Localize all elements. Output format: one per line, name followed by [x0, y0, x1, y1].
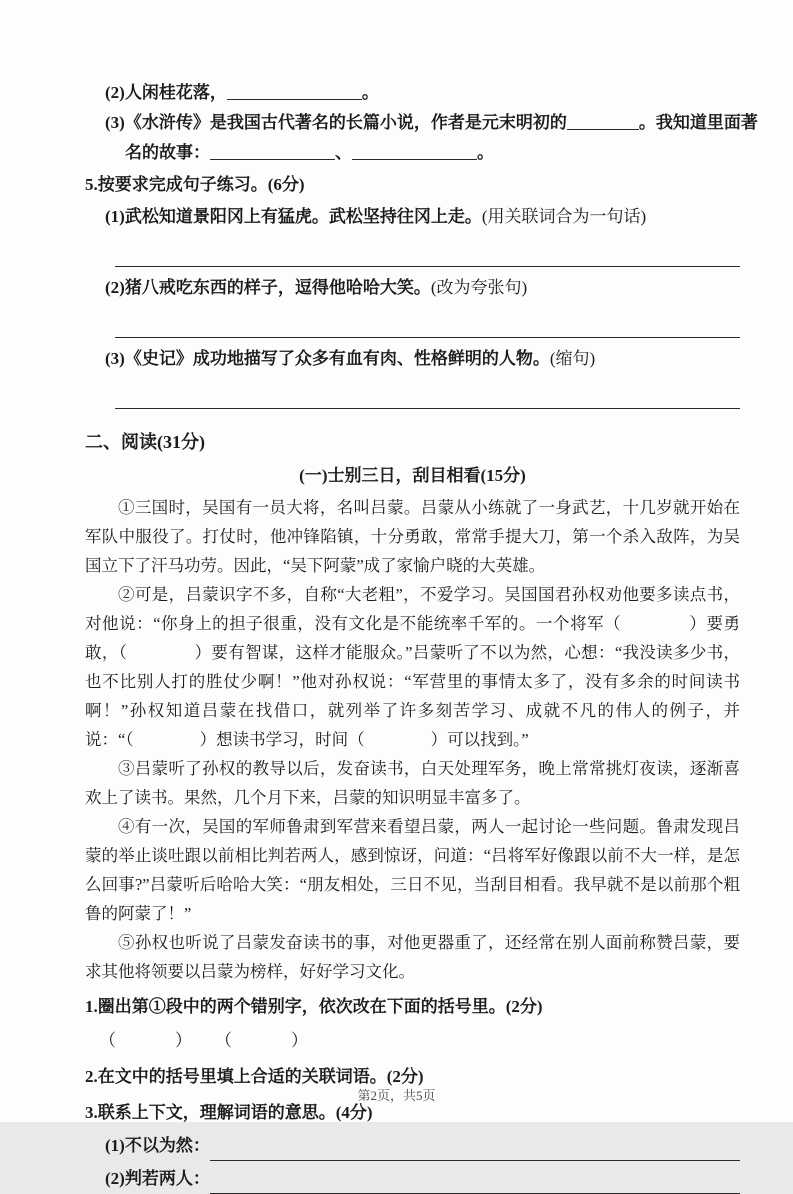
question-5-1-stem: (1)武松知道景阳冈上有猛虎。武松坚持往冈上走。 — [105, 207, 482, 226]
question-5-1 — [85, 202, 740, 232]
fill-item-2-text: (2)人闲桂花落， — [105, 83, 227, 102]
passage-title: (一)士别三日，刮目相看(15分) — [299, 466, 526, 485]
fill-item-3-suffix: 。我知道里面著 — [638, 113, 758, 132]
fill-item-2 — [85, 78, 740, 108]
blank-underline — [352, 141, 477, 160]
question-5-2-hint: (改为夸张句) — [430, 278, 528, 297]
reading-question-3-1-label: (1)不以为然： — [105, 1136, 210, 1155]
blank-underline — [227, 81, 362, 100]
separator: 、 — [335, 143, 352, 162]
reading-question-3-2 — [85, 1164, 740, 1194]
fill-item-3-period: 。 — [477, 143, 494, 162]
blank-underline — [210, 1138, 740, 1161]
question-5-2 — [85, 273, 740, 303]
question-5-1-hint: (用关联词合为一句话) — [481, 207, 647, 226]
question-5-2-stem: (2)猪八戒吃东西的样子，逗得他哈哈大笑。 — [105, 278, 431, 297]
question-5-3 — [85, 344, 740, 374]
passage-paragraph-5: ⑤孙权也听说了吕蒙发奋读书的事，对他更器重了，还经常在别人面前称赞吕蒙，要求其他将领要以吕蒙为榜样，好好学习文化。 — [85, 933, 740, 981]
fill-item-3-line2-text: 名的故事： — [125, 143, 210, 162]
fill-item-3-text: (3)《水浒传》是我国古代著名的长篇小说，作者是元末明初的 — [105, 113, 567, 132]
reading-question-1: 1.圈出第①段中的两个错别字，依次改在下面的括号里。(2分) — [85, 997, 543, 1016]
reading-question-3-1 — [85, 1131, 740, 1161]
reading-question-2: 2.在文中的括号里填上合适的关联词语。(2分) — [85, 1067, 424, 1086]
question-5-3-hint: (缩句) — [549, 349, 596, 368]
reading-question-3-2-label: (2)判若两人： — [105, 1169, 210, 1188]
page-footer: 第2页，共5页 — [357, 1088, 436, 1103]
blank-underline — [567, 111, 639, 130]
fill-item-2-period: 。 — [361, 83, 379, 102]
passage-paragraph-3: ③吕蒙听了孙权的教导以后，发奋读书，白天处理军务，晚上常常挑灯夜读，逐渐喜欢上了读书。果然，几个月下来，吕蒙的知识明显丰富多了。 — [85, 759, 740, 807]
blank-underline — [210, 1171, 740, 1194]
passage-paragraph-1: ①三国时，吴国有一员大将，名叫吕蒙。吕蒙从小练就了一身武艺，十几岁就开始在军队中服役了。打仗时，他冲锋陷镇，十分勇敢，常常手提大刀，第一个杀入敌阵，为吴国立下了汗马功劳。因此，“吴下阿蒙”成了家愉户晓的大英雄。 — [85, 498, 740, 575]
fill-item-3-line2 — [85, 138, 740, 168]
section-2-heading: 二、阅读(31分) — [85, 432, 205, 452]
passage-paragraph-2: ②可是，吕蒙识字不多，自称“大老粗”，不爱学习。吴国国君孙权劝他要多读点书，对他说：“你身上的担子很重，没有文化是不能统率千军的。一个将军（ ）要勇敢，（ ）要有智谋，这样才能服众。”吕蒙听了不以为然，心想：“我没读多少书，也不比别人打的胜仗少啊！”他对孙权说：“军营里的事情太多了，没有多余的时间读书啊！”孙权知道吕蒙在找借口，就列举了许多刻苦学习、成就不凡的伟人的例子，并说：“（ ）想读书学习，时间（ ）可以找到。” — [85, 585, 740, 749]
answer-line — [115, 266, 740, 267]
answer-line — [115, 408, 740, 409]
answer-line — [115, 337, 740, 338]
fill-item-3-line1 — [85, 108, 758, 138]
question-5-3-stem: (3)《史记》成功地描写了众多有血有肉、性格鲜明的人物。 — [105, 349, 550, 368]
reading-question-1-blanks: （ ） （ ） — [99, 1031, 310, 1050]
blank-underline — [210, 141, 335, 160]
passage-paragraph-4: ④有一次，吴国的军师鲁肃到军营来看望吕蒙，两人一起讨论一些问题。鲁肃发现吕蒙的举止谈吐跟以前相比判若两人，感到惊讶，问道：“吕将军好像跟以前不大一样，是怎么回事?”吕蒙听后哈哈大笑：“朋友相处，三日不见，当刮目相看。我早就不是以前那个粗鲁的阿蒙了！” — [85, 817, 740, 923]
reading-question-3: 3.联系上下文，理解词语的意思。(4分) — [85, 1103, 373, 1122]
question-5-title: 5.按要求完成句子练习。(6分) — [85, 175, 305, 194]
reading-passage — [85, 493, 740, 986]
